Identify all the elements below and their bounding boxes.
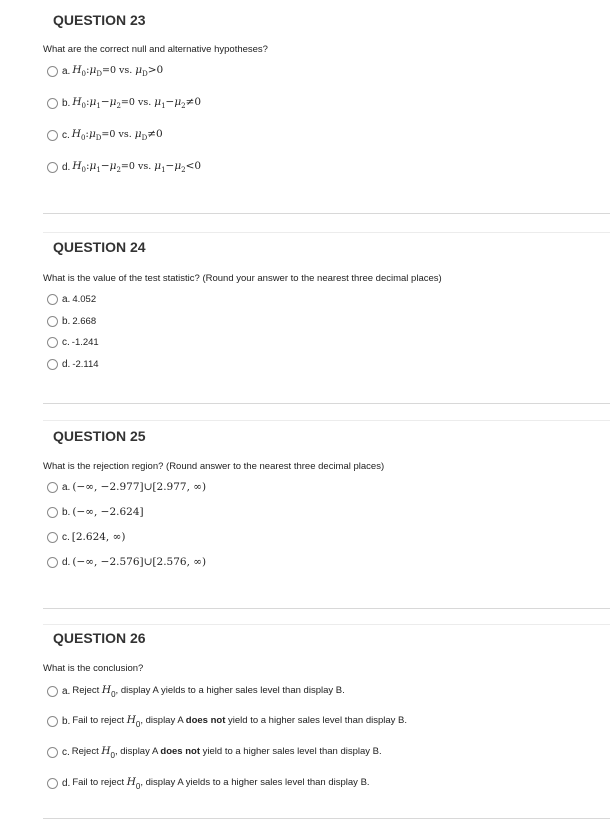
- q26-option-d[interactable]: d. Fail to reject $H_0$, display A yields to a higher sales level than display B.: [47, 776, 370, 790]
- divider: [43, 608, 610, 609]
- radio-button[interactable]: [47, 359, 58, 370]
- divider: [43, 624, 610, 625]
- q25-option-a[interactable]: a. (−∞, −2.977]∪[2.977, ∞): [47, 480, 206, 494]
- divider: [43, 420, 610, 421]
- radio-button[interactable]: [47, 316, 58, 327]
- q25-option-d[interactable]: d. (−∞, −2.576]∪[2.576, ∞): [47, 555, 206, 569]
- q26-option-c[interactable]: c. Reject $H_0$, display A does not yield to a higher sales level than display B.: [47, 745, 382, 759]
- divider: [43, 403, 610, 404]
- q26-option-a[interactable]: a. Reject $H_0$, display A yields to a higher sales level than display B.: [47, 684, 345, 698]
- radio-button[interactable]: [47, 747, 58, 758]
- radio-button[interactable]: [47, 686, 58, 697]
- q23-option-d[interactable]: d. $H_0:\mu_1-\mu_2=0$ vs. $\mu_1-\mu_2<0$: [47, 160, 201, 174]
- q24-option-c[interactable]: c. -1.241: [47, 335, 99, 349]
- question-26-title: QUESTION 26: [53, 630, 146, 646]
- divider: [43, 213, 610, 214]
- question-24-text: What is the value of the test statistic? (Round your answer to the nearest three decimal places): [43, 273, 442, 284]
- question-25-text: What is the rejection region? (Round answer to the nearest three decimal places): [43, 461, 385, 472]
- q24-option-b[interactable]: b. 2.668: [47, 314, 96, 328]
- divider: [43, 232, 610, 233]
- radio-button[interactable]: [47, 532, 58, 543]
- q25-option-c[interactable]: c. [2.624, ∞): [47, 530, 125, 544]
- q23-option-b[interactable]: b. $H_0:\mu_1-\mu_2=0$ vs. $\mu_1-\mu_2\ne 0$: [47, 96, 201, 110]
- radio-button[interactable]: [47, 66, 58, 77]
- q23-option-c[interactable]: c. $H_0:\mu_D=0$ vs. $\mu_D\ne 0$: [47, 128, 163, 142]
- radio-button[interactable]: [47, 482, 58, 493]
- divider: [43, 818, 610, 819]
- question-24-title: QUESTION 24: [53, 239, 146, 255]
- radio-button[interactable]: [47, 507, 58, 518]
- question-25-title: QUESTION 25: [53, 428, 146, 444]
- q24-option-a[interactable]: a. 4.052: [47, 292, 96, 306]
- question-23-title: QUESTION 23: [53, 12, 146, 28]
- radio-button[interactable]: [47, 162, 58, 173]
- q24-option-d[interactable]: d. -2.114: [47, 357, 99, 371]
- radio-button[interactable]: [47, 294, 58, 305]
- radio-button[interactable]: [47, 778, 58, 789]
- q23-option-a[interactable]: a. $H_0:\mu_D=0$ vs. $\mu_D>0$: [47, 64, 163, 78]
- radio-button[interactable]: [47, 557, 58, 568]
- radio-button[interactable]: [47, 337, 58, 348]
- question-23-text: What are the correct null and alternative hypotheses?: [43, 44, 268, 55]
- question-26-text: What is the conclusion?: [43, 663, 144, 674]
- radio-button[interactable]: [47, 130, 58, 141]
- q26-option-b[interactable]: b. Fail to reject $H_0$, display A does not yield to a higher sales level than display B.: [47, 714, 407, 728]
- radio-button[interactable]: [47, 716, 58, 727]
- radio-button[interactable]: [47, 98, 58, 109]
- q25-option-b[interactable]: b. (−∞, −2.624]: [47, 505, 144, 519]
